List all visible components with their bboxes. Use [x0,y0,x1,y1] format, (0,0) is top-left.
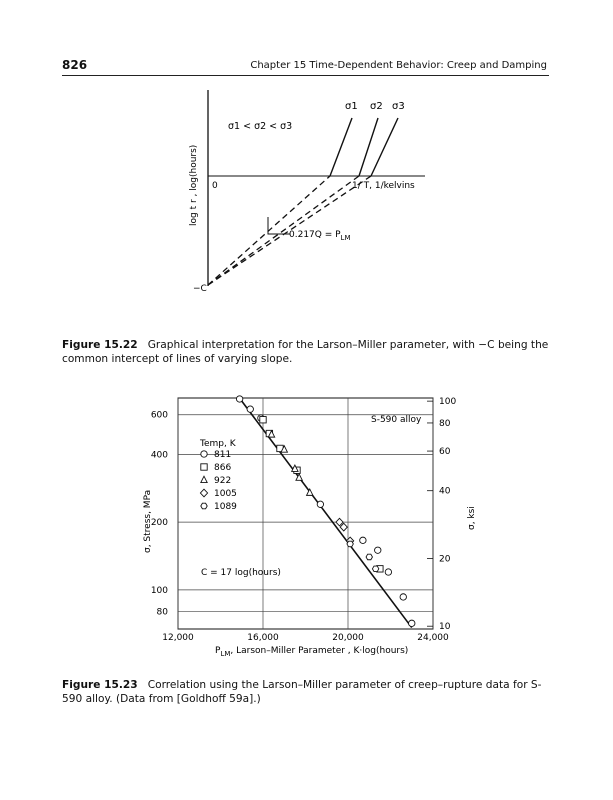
data-point-811 [247,406,253,412]
legend-label: 811 [214,450,232,460]
legend-marker-hexagon [201,503,207,509]
y-left-tick-label: 80 [156,607,168,618]
caption-15-22 [62,338,552,366]
y-left-tick-label: 600 [150,410,168,421]
y-right-tick-label: 60 [439,447,451,458]
label-sigma2: σ2 [370,101,383,112]
figure-15-23 [0,385,613,670]
y-left-tick-label: 200 [150,518,168,529]
c-annotation: C = 17 log(hours) [201,568,281,578]
y-right-tick-label: 80 [439,418,451,429]
y-axis-label: log t r , log(hours) [189,144,199,226]
legend-label: 922 [214,476,232,486]
y-right-tick-label: 10 [439,622,451,633]
y-axis-label-left: σ, Stress, MPa [143,489,153,553]
data-point-811 [360,537,366,543]
data-point-811 [409,620,415,626]
legend-title: Temp, K [200,439,236,449]
y-left-tick-label: 100 [150,585,168,596]
slope-label: $0.217Q = P_{LM}$ [289,230,351,242]
figure-label: Figure 15.23 [62,679,138,691]
data-point-811 [400,594,406,600]
label-sigma1: σ1 [345,101,358,112]
tick-labels [151,397,457,643]
origin-label: 0 [212,181,218,191]
alloy-annotation: S-590 alloy [371,415,422,425]
x-tick-label: 16,000 [247,633,279,643]
data-point-1089 [366,554,372,560]
slope-bracket [268,217,290,234]
page-header [0,0,613,80]
data-point-1089 [347,541,353,547]
caption-15-23 [62,678,552,706]
fit-line [240,398,412,627]
y-right-tick-label: 100 [439,397,457,408]
grid [178,398,433,629]
intercept-label: −C [193,284,207,294]
legend-marker-diamond [200,489,207,497]
y-left-tick-label: 400 [150,450,168,461]
data-point-811 [236,396,242,402]
x-tick-label: 20,000 [332,633,364,643]
data-point-1089 [372,566,378,572]
label-sigma3: σ3 [392,101,405,112]
sigma-inequality: σ1 < σ2 < σ3 [228,121,293,132]
x-axis-label: 1/ T, 1/kelvins [352,181,415,191]
legend-marker-triangle [201,476,207,482]
legend-label: 1089 [214,502,237,512]
legend-label: 866 [214,463,232,473]
page-number: 826 [62,58,88,72]
y-right-tick-label: 40 [439,486,451,497]
legend [199,439,237,512]
y-axis-label-right: σ, ksi [467,506,477,530]
data-point-811 [317,501,323,507]
fit-line-group [240,398,412,627]
larson-miller-chart [0,385,613,670]
figure-15-22 [0,80,613,340]
legend-marker-square [201,464,207,470]
line-sigma1-solid [330,118,352,176]
plot-frame [178,398,433,629]
x-tick-label: 12,000 [162,633,194,643]
larson-miller-schematic [0,80,613,340]
data-point-811 [385,569,391,575]
data-point-811 [375,547,381,553]
x-axis-label: $P_{LM}$, Larson–Miller Parameter , K·log(hours) [215,646,409,658]
data-point-866 [260,417,266,423]
header-rule [62,75,549,76]
caption-text: Correlation using the Larson–Miller parameter of creep–rupture data for S-590 alloy. (Data from [Goldhoff 59a].) [62,679,542,705]
legend-label: 1005 [214,489,237,499]
running-head: Chapter 15 Time-Dependent Behavior: Creep and Damping [250,60,547,71]
caption-text: Graphical interpretation for the Larson–Miller parameter, with −C being the common intercept of lines of varying slope. [62,339,549,365]
y-right-tick-label: 20 [439,554,451,565]
legend-marker-circle [201,451,207,457]
figure-label: Figure 15.22 [62,339,138,351]
x-tick-label: 24,000 [417,633,449,643]
